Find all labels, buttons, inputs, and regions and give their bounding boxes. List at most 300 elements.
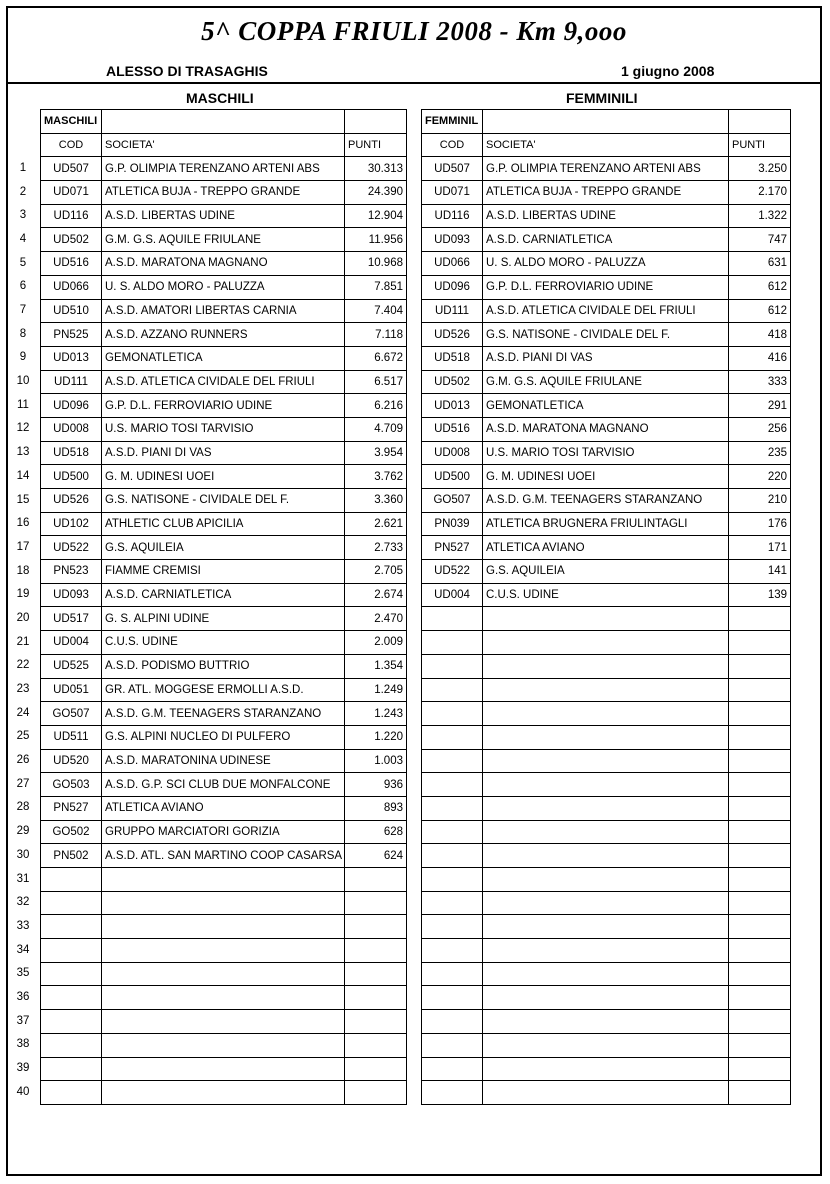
row-number: 26	[16, 754, 30, 767]
table-row	[41, 489, 407, 513]
team-code: UD013	[41, 346, 102, 370]
row-number: 15	[16, 493, 30, 506]
team-name: C.U.S. UDINE	[102, 631, 345, 655]
row-number: 38	[16, 1038, 30, 1051]
team-code	[41, 891, 102, 915]
row-number: 32	[16, 896, 30, 909]
row-number: 25	[16, 730, 30, 743]
row-number: 10	[16, 375, 30, 388]
table-row	[422, 749, 791, 773]
women-section-title: FEMMINILI	[566, 90, 638, 106]
team-code: UD004	[422, 583, 483, 607]
row-number: 40	[16, 1085, 30, 1098]
team-points: 256	[729, 417, 791, 441]
team-points: 7.118	[345, 323, 407, 347]
team-points	[729, 939, 791, 963]
team-code: UD008	[422, 441, 483, 465]
table-row	[422, 536, 791, 560]
team-points: 210	[729, 489, 791, 513]
table-row	[41, 678, 407, 702]
team-points: 2.733	[345, 536, 407, 560]
team-name	[102, 1010, 345, 1034]
team-points: 139	[729, 583, 791, 607]
row-number: 9	[19, 351, 27, 364]
team-name	[483, 725, 729, 749]
team-points	[345, 915, 407, 939]
team-code: UD522	[41, 536, 102, 560]
team-points	[729, 915, 791, 939]
team-code: UD093	[422, 228, 483, 252]
column-header-societa: SOCIETA'	[102, 133, 345, 157]
team-code	[422, 962, 483, 986]
team-name: ATLETICA AVIANO	[102, 796, 345, 820]
row-number: 29	[16, 825, 30, 838]
table-row	[41, 512, 407, 536]
table-label-row	[422, 110, 791, 134]
team-name: A.S.D. G.P. SCI CLUB DUE MONFALCONE	[102, 773, 345, 797]
team-points	[729, 844, 791, 868]
team-name: U.S. MARIO TOSI TARVISIO	[102, 417, 345, 441]
document-header	[8, 8, 820, 84]
team-name	[102, 868, 345, 892]
team-points: 747	[729, 228, 791, 252]
table-row	[41, 417, 407, 441]
table-row	[41, 844, 407, 868]
table-row	[422, 1057, 791, 1081]
row-number: 14	[16, 469, 30, 482]
team-code	[422, 820, 483, 844]
table-label: FEMMINIL	[422, 110, 483, 134]
team-points: 1.249	[345, 678, 407, 702]
team-points: 171	[729, 536, 791, 560]
team-name: G.P. OLIMPIA TERENZANO ARTENI ABS	[102, 157, 345, 181]
table-row	[422, 820, 791, 844]
table-row	[41, 204, 407, 228]
team-code: UD066	[41, 275, 102, 299]
column-header-punti: PUNTI	[729, 133, 791, 157]
team-code	[422, 654, 483, 678]
row-number: 23	[16, 683, 30, 695]
team-points: 1.322	[729, 204, 791, 228]
team-code	[422, 749, 483, 773]
team-code	[41, 1033, 102, 1057]
team-name	[483, 796, 729, 820]
team-code: UD510	[41, 299, 102, 323]
team-code	[41, 1057, 102, 1081]
team-points: 30.313	[345, 157, 407, 181]
team-name	[483, 915, 729, 939]
team-points: 3.360	[345, 489, 407, 513]
team-points	[729, 986, 791, 1010]
table-row	[422, 323, 791, 347]
row-number: 31	[16, 872, 30, 885]
row-number: 8	[19, 327, 27, 340]
team-name	[483, 631, 729, 655]
table-row	[41, 1010, 407, 1034]
team-points	[345, 1057, 407, 1081]
team-name: A.S.D. CARNIATLETICA	[102, 583, 345, 607]
team-points	[729, 678, 791, 702]
table-row	[422, 441, 791, 465]
team-points: 4.709	[345, 417, 407, 441]
team-code: UD518	[41, 441, 102, 465]
table-row	[41, 654, 407, 678]
team-points: 612	[729, 299, 791, 323]
team-name: A.S.D. AMATORI LIBERTAS CARNIA	[102, 299, 345, 323]
table-row	[422, 346, 791, 370]
table-row	[41, 181, 407, 205]
team-code: PN039	[422, 512, 483, 536]
team-name: U. S. ALDO MORO - PALUZZA	[483, 252, 729, 276]
table-row	[41, 820, 407, 844]
team-points: 291	[729, 394, 791, 418]
team-code: GO502	[41, 820, 102, 844]
row-number: 20	[16, 611, 30, 624]
row-number: 30	[16, 848, 30, 861]
team-name	[483, 986, 729, 1010]
team-name: G. M. UDINESI UOEI	[102, 465, 345, 489]
table-row	[422, 394, 791, 418]
table-row	[422, 962, 791, 986]
men-ranking-table	[40, 109, 407, 1105]
team-code: UD096	[41, 394, 102, 418]
team-code	[422, 773, 483, 797]
table-row	[422, 228, 791, 252]
table-row	[41, 275, 407, 299]
team-name: A.S.D. MARATONINA UDINESE	[102, 749, 345, 773]
team-name: G.S. AQUILEIA	[483, 560, 729, 584]
table-row	[422, 252, 791, 276]
team-name: A.S.D. LIBERTAS UDINE	[102, 204, 345, 228]
table-row	[422, 773, 791, 797]
row-number: 6	[19, 280, 27, 293]
table-row	[422, 489, 791, 513]
team-name: GR. ATL. MOGGESE ERMOLLI A.S.D.	[102, 678, 345, 702]
table-row	[41, 299, 407, 323]
team-code: UD522	[422, 560, 483, 584]
table-row	[41, 465, 407, 489]
team-code	[422, 796, 483, 820]
row-number: 2	[19, 185, 27, 198]
team-name: ATLETICA AVIANO	[483, 536, 729, 560]
team-name	[102, 1057, 345, 1081]
team-code: UD520	[41, 749, 102, 773]
row-number: 18	[16, 564, 30, 577]
table-row	[41, 631, 407, 655]
table-row	[41, 252, 407, 276]
team-points: 418	[729, 323, 791, 347]
team-points: 3.250	[729, 157, 791, 181]
team-name	[102, 915, 345, 939]
table-row	[41, 986, 407, 1010]
table-row	[422, 891, 791, 915]
table-row	[41, 702, 407, 726]
table-row	[41, 773, 407, 797]
team-name: A.S.D. MARATONA MAGNANO	[102, 252, 345, 276]
team-points: 220	[729, 465, 791, 489]
row-number: 5	[19, 256, 27, 269]
team-name: ATLETICA BRUGNERA FRIULINTAGLI	[483, 512, 729, 536]
table-row	[422, 986, 791, 1010]
table-row	[422, 417, 791, 441]
team-name	[483, 607, 729, 631]
team-name	[102, 1081, 345, 1105]
team-points: 1.354	[345, 654, 407, 678]
team-points	[729, 962, 791, 986]
team-name: A.S.D. AZZANO RUNNERS	[102, 323, 345, 347]
team-name	[483, 939, 729, 963]
team-points	[729, 725, 791, 749]
table-row	[422, 868, 791, 892]
table-row	[41, 323, 407, 347]
team-points	[345, 962, 407, 986]
team-code	[422, 725, 483, 749]
team-code	[41, 915, 102, 939]
team-points: 2.674	[345, 583, 407, 607]
team-name: A.S.D. MARATONA MAGNANO	[483, 417, 729, 441]
table-row	[422, 915, 791, 939]
event-location: ALESSO DI TRASAGHIS	[106, 63, 268, 79]
row-number: 28	[16, 801, 30, 814]
table-row	[422, 275, 791, 299]
team-name	[102, 986, 345, 1010]
team-name	[483, 749, 729, 773]
team-points	[345, 891, 407, 915]
team-code	[422, 891, 483, 915]
event-date: 1 giugno 2008	[621, 63, 715, 79]
row-numbers-column	[10, 157, 36, 1105]
team-name: A.S.D. PODISMO BUTTRIO	[102, 654, 345, 678]
table-label: MASCHILI	[41, 110, 102, 134]
row-number: 4	[19, 232, 27, 245]
team-points	[729, 868, 791, 892]
team-name: GEMONATLETICA	[102, 346, 345, 370]
document-title: 5^ COPPA FRIULI 2008 - Km 9,ooo	[201, 16, 627, 46]
team-code: UD516	[422, 417, 483, 441]
row-number: 7	[19, 304, 27, 316]
table-row	[41, 441, 407, 465]
row-number: 22	[16, 659, 30, 672]
team-name: G.S. ALPINI NUCLEO DI PULFERO	[102, 725, 345, 749]
team-name: ATLETICA BUJA - TREPPO GRANDE	[483, 181, 729, 205]
table-row	[422, 796, 791, 820]
column-header-cod: COD	[41, 133, 102, 157]
table-row	[41, 157, 407, 181]
table-row	[422, 583, 791, 607]
team-code	[422, 678, 483, 702]
team-points: 416	[729, 346, 791, 370]
team-name: G. S. ALPINI UDINE	[102, 607, 345, 631]
table-header-row	[422, 133, 791, 157]
team-name: A.S.D. LIBERTAS UDINE	[483, 204, 729, 228]
table-row	[41, 1033, 407, 1057]
table-row	[41, 915, 407, 939]
team-name	[483, 962, 729, 986]
row-number: 36	[16, 990, 30, 1003]
women-ranking-table	[421, 109, 791, 1105]
row-number: 39	[16, 1062, 30, 1074]
team-name: A.S.D. PIANI DI VAS	[102, 441, 345, 465]
table-row	[41, 536, 407, 560]
table-row	[41, 1057, 407, 1081]
team-name	[102, 939, 345, 963]
team-points: 176	[729, 512, 791, 536]
team-code: GO507	[422, 489, 483, 513]
row-number: 35	[16, 967, 30, 980]
team-points	[345, 986, 407, 1010]
team-code: GO503	[41, 773, 102, 797]
team-code	[422, 607, 483, 631]
team-code	[422, 1010, 483, 1034]
team-points: 936	[345, 773, 407, 797]
team-code: UD004	[41, 631, 102, 655]
team-points	[729, 749, 791, 773]
team-points: 628	[345, 820, 407, 844]
row-number: 19	[16, 588, 30, 601]
team-points: 24.390	[345, 181, 407, 205]
row-number: 3	[19, 209, 27, 222]
team-name	[483, 844, 729, 868]
team-points: 6.672	[345, 346, 407, 370]
team-name: A.S.D. ATLETICA CIVIDALE DEL FRIULI	[483, 299, 729, 323]
team-code	[422, 631, 483, 655]
row-number: 27	[16, 777, 30, 790]
team-points	[729, 607, 791, 631]
row-number: 34	[16, 943, 30, 956]
team-name	[483, 1057, 729, 1081]
team-name: FIAMME CREMISI	[102, 560, 345, 584]
row-number: 16	[16, 517, 30, 530]
team-code	[41, 1081, 102, 1105]
team-points: 1.003	[345, 749, 407, 773]
team-points: 235	[729, 441, 791, 465]
table-row	[422, 370, 791, 394]
team-points	[345, 1081, 407, 1105]
team-code	[41, 962, 102, 986]
row-number: 13	[16, 446, 30, 459]
team-code: UD008	[41, 417, 102, 441]
team-name	[102, 1033, 345, 1057]
team-name: U. S. ALDO MORO - PALUZZA	[102, 275, 345, 299]
team-code: UD013	[422, 394, 483, 418]
team-points: 333	[729, 370, 791, 394]
team-name: C.U.S. UDINE	[483, 583, 729, 607]
team-points: 612	[729, 275, 791, 299]
team-name	[483, 820, 729, 844]
team-code: UD526	[422, 323, 483, 347]
team-name	[483, 654, 729, 678]
team-points	[345, 1033, 407, 1057]
row-number: 24	[16, 706, 30, 719]
team-name	[483, 1081, 729, 1105]
team-code	[41, 986, 102, 1010]
table-row	[41, 560, 407, 584]
table-row	[41, 868, 407, 892]
team-name: G.M. G.S. AQUILE FRIULANE	[102, 228, 345, 252]
team-name: G.S. NATISONE - CIVIDALE DEL F.	[483, 323, 729, 347]
table-row	[422, 678, 791, 702]
table-header-row	[41, 133, 407, 157]
team-name: G.S. AQUILEIA	[102, 536, 345, 560]
team-points: 1.220	[345, 725, 407, 749]
table-row	[41, 228, 407, 252]
team-name	[483, 773, 729, 797]
team-name: A.S.D. G.M. TEENAGERS STARANZANO	[483, 489, 729, 513]
column-header-punti: PUNTI	[345, 133, 407, 157]
team-name	[483, 1033, 729, 1057]
row-number: 37	[16, 1014, 30, 1027]
table-row	[422, 654, 791, 678]
table-row	[422, 1010, 791, 1034]
team-code: UD071	[422, 181, 483, 205]
team-points: 3.762	[345, 465, 407, 489]
team-name: A.S.D. ATLETICA CIVIDALE DEL FRIULI	[102, 370, 345, 394]
team-code: UD502	[422, 370, 483, 394]
team-points: 2.705	[345, 560, 407, 584]
team-points: 2.009	[345, 631, 407, 655]
team-code	[422, 915, 483, 939]
row-number: 21	[16, 635, 30, 648]
team-code: PN502	[41, 844, 102, 868]
team-code: UD093	[41, 583, 102, 607]
team-points: 141	[729, 560, 791, 584]
table-row	[41, 725, 407, 749]
table-row	[422, 607, 791, 631]
table-row	[422, 844, 791, 868]
team-code: PN527	[41, 796, 102, 820]
team-code: UD096	[422, 275, 483, 299]
team-name	[102, 962, 345, 986]
team-points	[729, 631, 791, 655]
team-code: UD102	[41, 512, 102, 536]
table-row	[422, 702, 791, 726]
team-code: UD116	[422, 204, 483, 228]
team-points: 893	[345, 796, 407, 820]
team-code: UD051	[41, 678, 102, 702]
team-code: UD500	[41, 465, 102, 489]
team-points	[729, 702, 791, 726]
team-points: 10.968	[345, 252, 407, 276]
table-row	[41, 370, 407, 394]
team-code	[41, 939, 102, 963]
team-name: A.S.D. CARNIATLETICA	[483, 228, 729, 252]
team-points: 624	[345, 844, 407, 868]
team-points: 631	[729, 252, 791, 276]
team-name	[483, 1010, 729, 1034]
team-name: GEMONATLETICA	[483, 394, 729, 418]
column-header-cod: COD	[422, 133, 483, 157]
table-row	[422, 631, 791, 655]
team-code: UD526	[41, 489, 102, 513]
team-name	[102, 891, 345, 915]
team-code: PN525	[41, 323, 102, 347]
table-row	[422, 181, 791, 205]
table-row	[41, 1081, 407, 1105]
table-row	[41, 796, 407, 820]
team-code: UD071	[41, 181, 102, 205]
team-points	[345, 868, 407, 892]
team-name: G.P. D.L. FERROVIARIO UDINE	[102, 394, 345, 418]
team-points: 3.954	[345, 441, 407, 465]
team-name	[483, 702, 729, 726]
team-points	[729, 773, 791, 797]
team-points	[729, 820, 791, 844]
team-name: G.S. NATISONE - CIVIDALE DEL F.	[102, 489, 345, 513]
row-number: 33	[16, 919, 30, 932]
team-points: 1.243	[345, 702, 407, 726]
team-name: G.M. G.S. AQUILE FRIULANE	[483, 370, 729, 394]
team-name: G.P. OLIMPIA TERENZANO ARTENI ABS	[483, 157, 729, 181]
